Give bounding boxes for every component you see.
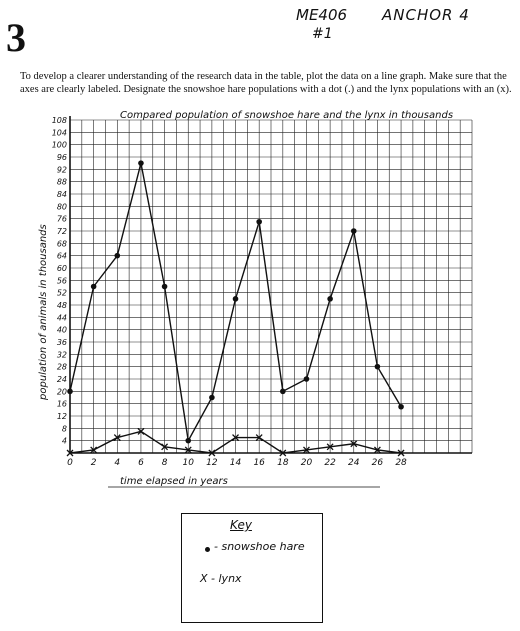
- hare-data-point: [91, 284, 97, 290]
- x-tick-label: 28: [395, 458, 407, 468]
- hare-data-point: [375, 364, 381, 370]
- hare-data-point: [327, 296, 333, 302]
- x-tick-label: 26: [371, 458, 384, 468]
- y-tick-label: 68: [56, 239, 67, 249]
- hare-data-point: [398, 404, 404, 410]
- y-tick-label: 44: [56, 313, 67, 323]
- y-tick-label: 52: [56, 288, 67, 298]
- hare-data-point: [233, 296, 239, 302]
- y-tick-label: 84: [56, 190, 67, 199]
- x-tick-label: 14: [229, 458, 242, 468]
- chart-grid: [70, 120, 472, 453]
- x-tick-label: 20: [300, 458, 313, 468]
- hare-data-point: [209, 395, 215, 401]
- key-title: Key: [230, 518, 252, 532]
- y-tick-label: 4: [61, 436, 67, 446]
- handwritten-number: #1: [312, 26, 333, 42]
- x-tick-label: 4: [114, 458, 121, 468]
- hare-data-point: [256, 219, 262, 225]
- y-tick-label: 60: [56, 264, 67, 273]
- hare-data-point: [114, 253, 120, 259]
- x-tick-label: 16: [253, 458, 265, 468]
- y-axis-label: population of animals in thousands: [38, 224, 49, 400]
- y-tick-label: 80: [56, 202, 67, 212]
- x-tick-label: 22: [324, 458, 336, 468]
- y-tick-label: 40: [56, 325, 67, 335]
- x-tick-label: 8: [161, 458, 168, 468]
- y-tick-label: 72: [56, 227, 67, 236]
- y-tick-label: 92: [56, 165, 67, 175]
- y-tick-label: 24: [56, 375, 67, 384]
- legend-key: [181, 513, 323, 623]
- y-tick-label: 48: [56, 301, 67, 310]
- key-hare-label: - snowshoe hare: [214, 540, 305, 553]
- y-tick-label: 36: [56, 338, 67, 347]
- hare-dot-icon: [205, 547, 210, 552]
- hare-data-point: [185, 438, 191, 444]
- hare-data-point: [304, 376, 310, 382]
- y-tick-label: 32: [56, 350, 67, 360]
- x-tick-label: 24: [348, 458, 360, 468]
- x-tick-label: 12: [206, 458, 218, 468]
- y-tick-label: 28: [56, 362, 67, 372]
- hare-data-point: [162, 284, 168, 290]
- hare-data-point: [138, 160, 144, 166]
- handwritten-anchor: ANCHOR 4: [382, 6, 470, 24]
- hare-data-point: [67, 389, 73, 395]
- y-tick-label: 104: [51, 128, 67, 138]
- y-tick-label: 16: [56, 399, 67, 409]
- y-tick-label: 96: [56, 153, 67, 162]
- key-lynx-label: X - lynx: [200, 572, 242, 585]
- question-number: 3: [6, 15, 26, 60]
- y-tick-label: 100: [51, 140, 67, 150]
- y-tick-label: 108: [51, 116, 67, 125]
- y-tick-label: 88: [56, 177, 67, 187]
- instructions-text: To develop a clearer understanding of the research data in the table, plot the data on a line graph. Make sure that the axes are clearly labeled. Designate the snowshoe hare populations with a dot (.) and the lynx populations with an (x).: [20, 71, 512, 95]
- x-tick-label: 0: [67, 458, 73, 468]
- y-tick-label: 76: [56, 214, 67, 224]
- x-axis-label: time elapsed in years: [120, 476, 228, 487]
- y-tick-label: 56: [56, 276, 67, 286]
- y-tick-label: 8: [61, 424, 67, 434]
- y-tick-label: 12: [56, 412, 67, 421]
- chart-title: Compared population of snowshoe hare and the lynx in thousands: [120, 110, 454, 121]
- x-tick-label: 18: [277, 458, 289, 468]
- hare-data-point: [280, 389, 286, 395]
- x-tick-label: 6: [138, 458, 144, 468]
- y-tick-label: 64: [56, 251, 67, 261]
- hare-data-point: [351, 228, 357, 234]
- handwritten-code: ME406: [296, 6, 348, 24]
- y-tick-label: 20: [56, 387, 67, 397]
- x-tick-label: 10: [182, 458, 194, 468]
- x-tick-label: 2: [90, 458, 97, 468]
